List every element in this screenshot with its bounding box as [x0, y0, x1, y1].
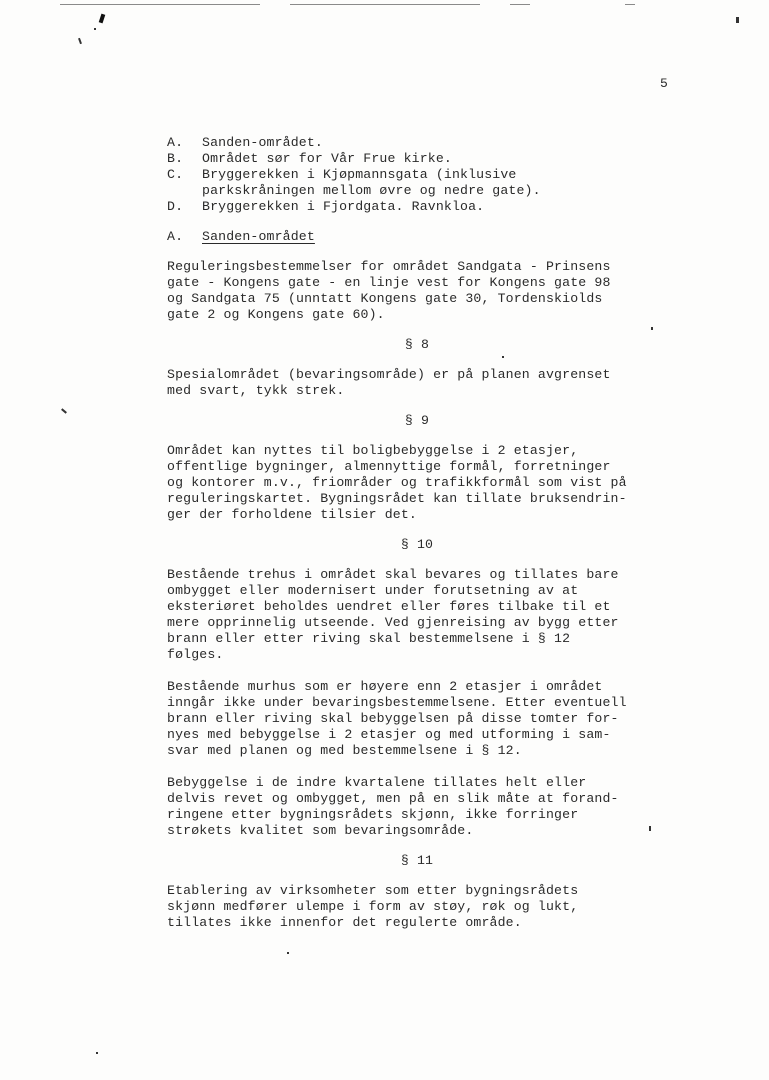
- scan-edge-line: [290, 4, 480, 5]
- paragraph-heading: § 10: [400, 537, 434, 552]
- paragraph-text: Bestående trehus i området skal bevares og tillates bare ombygget eller modernisert under forutsetning av at eksteriøret beholdes uendret eller føres tilbake til et mere opprinnelig utseende. Ved gjenreising av bygg etter brann eller etter riving skal bestemmelsene i § 12 følges.: [167, 567, 619, 662]
- document-body: [167, 135, 687, 931]
- scan-edge-line: [625, 4, 635, 5]
- area-list-item: [167, 199, 687, 215]
- area-list-text: Bryggerekken i Fjordgata. Ravnkloa.: [202, 199, 485, 214]
- area-list-item: [167, 167, 687, 199]
- area-list-item: [167, 151, 687, 167]
- section-letter: A.: [167, 229, 184, 244]
- paragraph-heading: § 11: [400, 853, 434, 868]
- scan-mark: [61, 408, 67, 413]
- section-heading: [167, 229, 687, 245]
- area-list-item: [167, 135, 687, 151]
- scan-edge-line: [60, 4, 260, 5]
- paragraph-text: Området kan nyttes til boligbebyggelse i 2 etasjer, offentlige bygninger, almennyttige formål, forretninger og kontorer m.v., friområder og trafikkformål som vist på reguleringskartet. Bygningsrådet kan tillate bruksendrin- ger der forholdene tilsier det.: [167, 443, 627, 522]
- paragraph-text: Spesialområdet (bevaringsområde) er på planen avgrenset med svart, tykk strek.: [167, 367, 611, 398]
- section-intro: Reguleringsbestemmelser for området Sandgata - Prinsens gate - Kongens gate - en linje vest for Kongens gate 98 og Sandgata 75 (unntatt Kongens gate 30, Tordenskiolds gate 2 og Kongens gate 60).: [167, 259, 611, 322]
- area-list-text: Sanden-området.: [202, 135, 323, 150]
- section-title: Sanden-området: [202, 229, 315, 244]
- scan-mark: [736, 17, 739, 23]
- area-list-letter: D.: [167, 199, 184, 214]
- paragraph-text: Bebyggelse i de indre kvartalene tillates helt eller delvis revet og ombygget, men på en slik måte at forand- ringene etter bygningsrådets skjønn, ikke forringer strøkets kvalitet som bevaringsområde.: [167, 775, 619, 838]
- area-list-letter: A.: [167, 135, 184, 150]
- scan-mark: [94, 28, 96, 30]
- scan-mark: [96, 1052, 98, 1054]
- area-list-text: Bryggerekken i Kjøpmannsgata (inklusive parkskråningen mellom øvre og nedre gate).: [202, 167, 541, 198]
- paragraph-heading: § 8: [404, 337, 430, 352]
- scan-mark: [287, 952, 289, 954]
- scan-edge-line: [510, 4, 530, 5]
- scan-mark: [78, 38, 82, 44]
- paragraph-text: Bestående murhus som er høyere enn 2 etasjer i området inngår ikke under bevaringsbestemmelsene. Etter eventuell brann eller riving skal bebyggelsen på disse tomter for- nyes med bebyggelse i 2 etasjer og med utforming i sam- svar med planen og med bestemmelsene i § 12.: [167, 679, 627, 758]
- scan-mark: [99, 14, 106, 24]
- paragraph-text: Etablering av virksomheter som etter bygningsrådets skjønn medfører ulempe i form av støy, røk og lukt, tillates ikke innenfor det regulerte område.: [167, 883, 579, 930]
- area-list-text: Området sør for Vår Frue kirke.: [202, 151, 452, 166]
- paragraph-heading: § 9: [404, 413, 430, 428]
- page-number: 5: [660, 76, 668, 91]
- area-list: [167, 135, 687, 215]
- area-list-letter: B.: [167, 151, 184, 166]
- area-list-letter: C.: [167, 167, 184, 182]
